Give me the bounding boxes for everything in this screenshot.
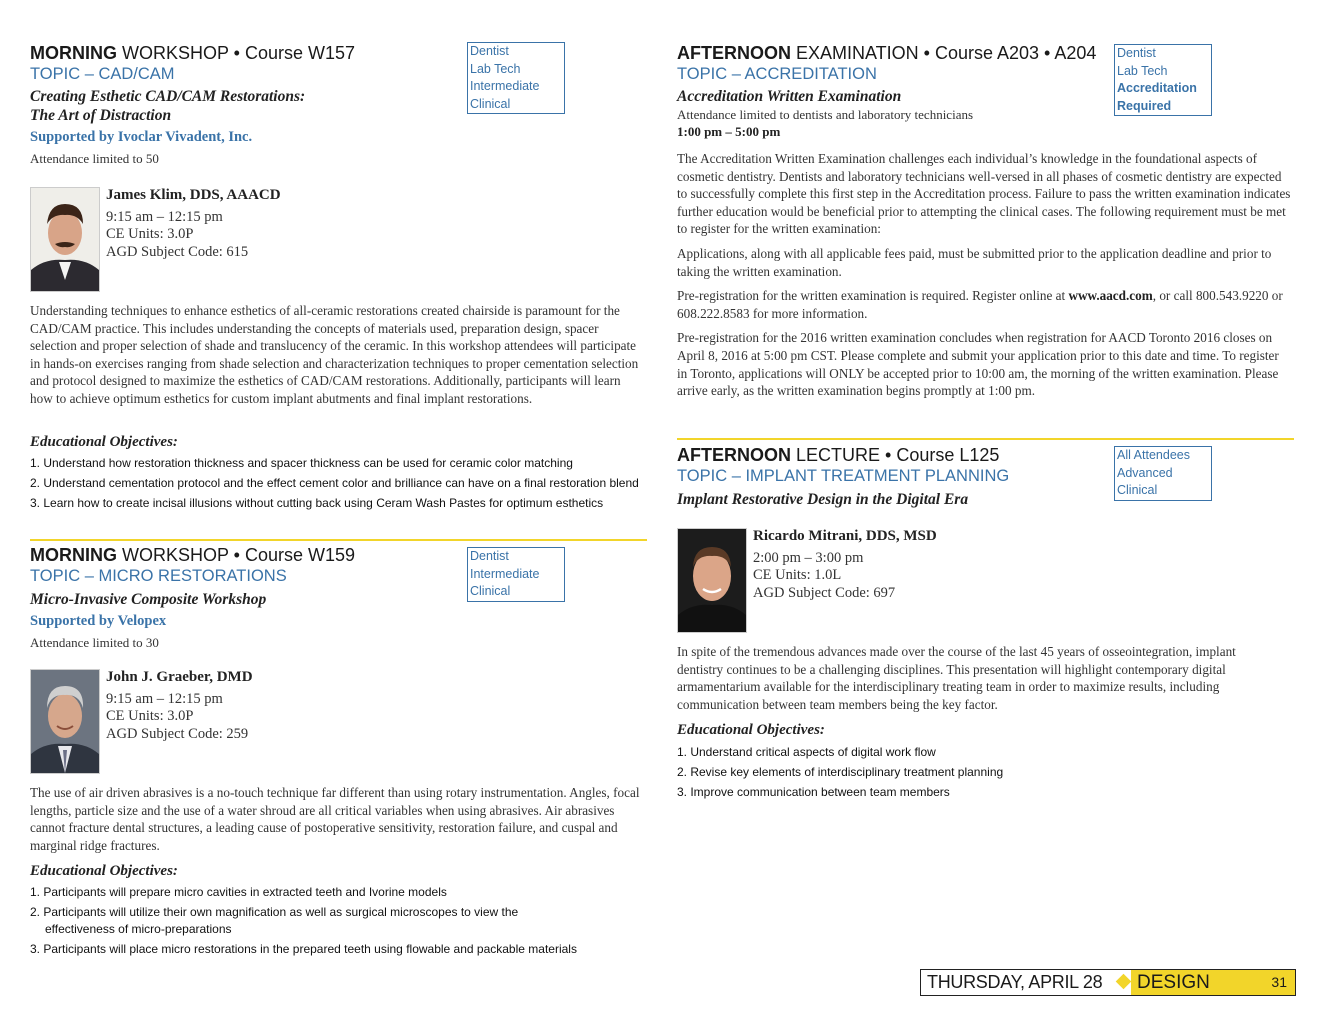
ce-units: CE Units: 3.0P — [106, 226, 194, 242]
attendance-limit: Attendance limited to dentists and laboratory technicians — [677, 107, 974, 122]
course-l125 — [677, 445, 1107, 509]
tag: Lab Tech — [1117, 63, 1168, 78]
speaker-info — [753, 528, 937, 602]
course-title: Implant Restorative Design in the Digital Era — [677, 491, 969, 508]
objectives-heading: Educational Objectives: — [30, 434, 178, 450]
objectives-heading: Educational Objectives: — [30, 863, 178, 879]
section-divider — [677, 438, 1294, 440]
speaker-name: James Klim, DDS, AAACD — [106, 187, 281, 203]
session-time: 9:15 am – 12:15 pm — [106, 690, 223, 707]
course-heading: MORNING WORKSHOP • Course W159 — [30, 545, 356, 565]
objectives-list — [30, 884, 590, 961]
list-item: 2. Revise key elements of interdisciplinary treatment planning — [677, 765, 1004, 780]
session-time: 9:15 am – 12:15 pm — [106, 208, 223, 225]
tag: Intermediate — [470, 79, 540, 93]
agd-code: AGD Subject Code: 259 — [106, 725, 249, 742]
course-topic: TOPIC – MICRO RESTORATIONS — [30, 567, 287, 585]
list-item: 1. Participants will prepare micro cavities in extracted teeth and Ivorine models — [30, 885, 447, 899]
speaker-info — [106, 669, 253, 743]
speaker-name: Ricardo Mitrani, DDS, MSD — [753, 528, 937, 544]
session-time: 2:00 pm – 3:00 pm — [753, 549, 864, 566]
ce-units: CE Units: 1.0L — [753, 567, 842, 583]
course-heading: AFTERNOON EXAMINATION • Course A203 • A204 — [677, 43, 1097, 63]
agd-code: AGD Subject Code: 697 — [753, 584, 896, 601]
course-title: Accreditation Written Examination — [677, 88, 902, 105]
tag: Required — [1117, 98, 1172, 113]
course-w157 — [30, 43, 460, 167]
attendance-limit: Attendance limited to 50 — [30, 151, 159, 166]
audience-tags — [467, 42, 565, 114]
list-item: 3. Participants will place micro restorations in the prepared teeth using flowable and packable materials — [30, 941, 577, 956]
course-topic: TOPIC – IMPLANT TREATMENT PLANNING — [677, 467, 1010, 485]
list-item: 2. Participants will utilize their own magnification as well as surgical microscopes to view the effectiveness of micro-preparations — [30, 905, 519, 936]
course-heading: AFTERNOON LECTURE • Course L125 — [677, 445, 1000, 465]
course-sponsor: Supported by Velopex — [30, 613, 167, 629]
audience-tags — [1114, 44, 1212, 116]
course-topic: TOPIC – CAD/CAM — [30, 65, 175, 83]
list-item: 3. Improve communication between team members — [677, 785, 950, 800]
attendance-limit: Attendance limited to 30 — [30, 635, 159, 650]
footer-day: THURSDAY, APRIL 28 — [921, 970, 1117, 995]
course-description: Understanding techniques to enhance esthetics of all-ceramic restorations created chairside is paramount for the CAD/CAM practice. This includes understanding the concepts of materials used, preparation design, spacer selection and proper selection of shade and translucency of the ceramic. In this workshop attendees will participate in hands-on exercises ranging from shade selection and characterization techniques to proper cementation selection and protocol designed to maximize the esthetics of CAD/CAM restorations. Additionally, participants will learn how to achieve optimum esthetics for custom implant abutments and final implant restorations. — [30, 303, 639, 406]
exam-description: The Accreditation Written Examination challenges each individual’s knowledge in the foundational aspects of cosmetic dentistry. Dentists and laboratory technicians well-versed in all phases of cosmetic dentistry are expected to successfully complete this first step in the Accreditation process. Failure to pass the written examination indicates further education would be beneficial prior to attempting the clinical cases. The following requirement must be met to register for the written examination: Applications, along with all applicable fees paid, must be submitted prior to the application deadline and prior to taking the written examination. Pre-registration for the written examination is required. Register online at www.aacd.com, or call 800.543.9220 or 608.222.8583 for more information. Pre-registration for the 2016 written examination concludes when registration for AACD Toronto 2016 closes on April 8, 2016 at 5:00 pm CST. Please complete and submit your application prior to this date and time. To register in Toronto, applications will ONLY be accepted prior to 10:00 am, the morning of the written examination. Please arrive early, as the written examination begins promptly at 1:00 pm. — [677, 151, 1291, 399]
tag: Dentist — [470, 44, 509, 58]
tag: Clinical — [470, 96, 511, 111]
list-item: 1. Understand how restoration thickness and spacer thickness can be used for ceramic color matching — [30, 456, 573, 470]
tag: All Attendees — [1117, 448, 1190, 462]
course-description: The use of air driven abrasives is a no-touch technique far different than using rotary instrumentation. Angles, focal lengths, particle size and the use of a water shroud are all critical variables when using abrasives. Air abrasives cannot fracture dental structures, a leading cause of postoperative sensitivity, restoration failure, and cuspal and marginal ridge fractures. — [30, 785, 640, 853]
aacd-link[interactable]: www.aacd.com — [1068, 288, 1153, 304]
course-title: Creating Esthetic CAD/CAM Restorations: The Art of Distraction — [30, 88, 306, 124]
list-item: 1. Understand critical aspects of digital work flow — [677, 745, 936, 759]
tag: Dentist — [470, 549, 509, 563]
agd-code: AGD Subject Code: 615 — [106, 243, 249, 260]
tag: Advanced — [1117, 465, 1173, 480]
speaker-name: John J. Graeber, DMD — [106, 669, 253, 685]
session-time: 1:00 pm – 5:00 pm — [677, 124, 781, 139]
list-item: 2. Understand cementation protocol and the effect cement color and brilliance can have on a final restoration blend — [30, 476, 639, 491]
speaker-info — [106, 187, 281, 261]
speaker-photo — [30, 669, 100, 774]
track-label: DESIGN — [1137, 972, 1210, 993]
objectives-heading: Educational Objectives: — [677, 722, 825, 738]
footer-track — [1131, 970, 1295, 995]
page-footer — [920, 969, 1296, 996]
course-topic: TOPIC – ACCREDITATION — [677, 65, 877, 83]
speaker-photo — [677, 528, 747, 633]
objectives-list — [677, 744, 1177, 805]
speaker-photo — [30, 187, 100, 292]
ce-units: CE Units: 3.0P — [106, 708, 194, 724]
course-sponsor: Supported by Ivoclar Vivadent, Inc. — [30, 129, 253, 145]
course-a203 — [677, 43, 1107, 140]
course-title: Micro-Invasive Composite Workshop — [30, 591, 267, 608]
course-w159 — [30, 545, 460, 651]
tag: Intermediate — [470, 566, 540, 581]
course-heading: MORNING WORKSHOP • Course W157 — [30, 43, 356, 63]
tag: Lab Tech — [470, 61, 521, 76]
course-description: In spite of the tremendous advances made over the course of the last 45 years of osseointegration, implant dentistry continues to be a challenging disciplines. This presentation will highlight contemporary digital armamentarium available for the interdisciplinary treating team in order to maximize results, including communication between team members being the key factor. — [677, 644, 1236, 712]
tag: Clinical — [1117, 483, 1158, 497]
list-item: 3. Learn how to create incisal illusions without cutting back using Ceram Wash Pastes for optimum esthetics — [30, 496, 604, 511]
audience-tags — [1114, 446, 1212, 501]
objectives-list — [30, 455, 650, 516]
audience-tags — [467, 547, 565, 602]
tag: Accreditation — [1117, 81, 1197, 95]
tag: Dentist — [1117, 46, 1156, 60]
page-number: 31 — [1271, 974, 1287, 990]
tag: Clinical — [470, 584, 511, 598]
section-divider — [30, 539, 647, 541]
diamond-icon — [1117, 970, 1131, 995]
